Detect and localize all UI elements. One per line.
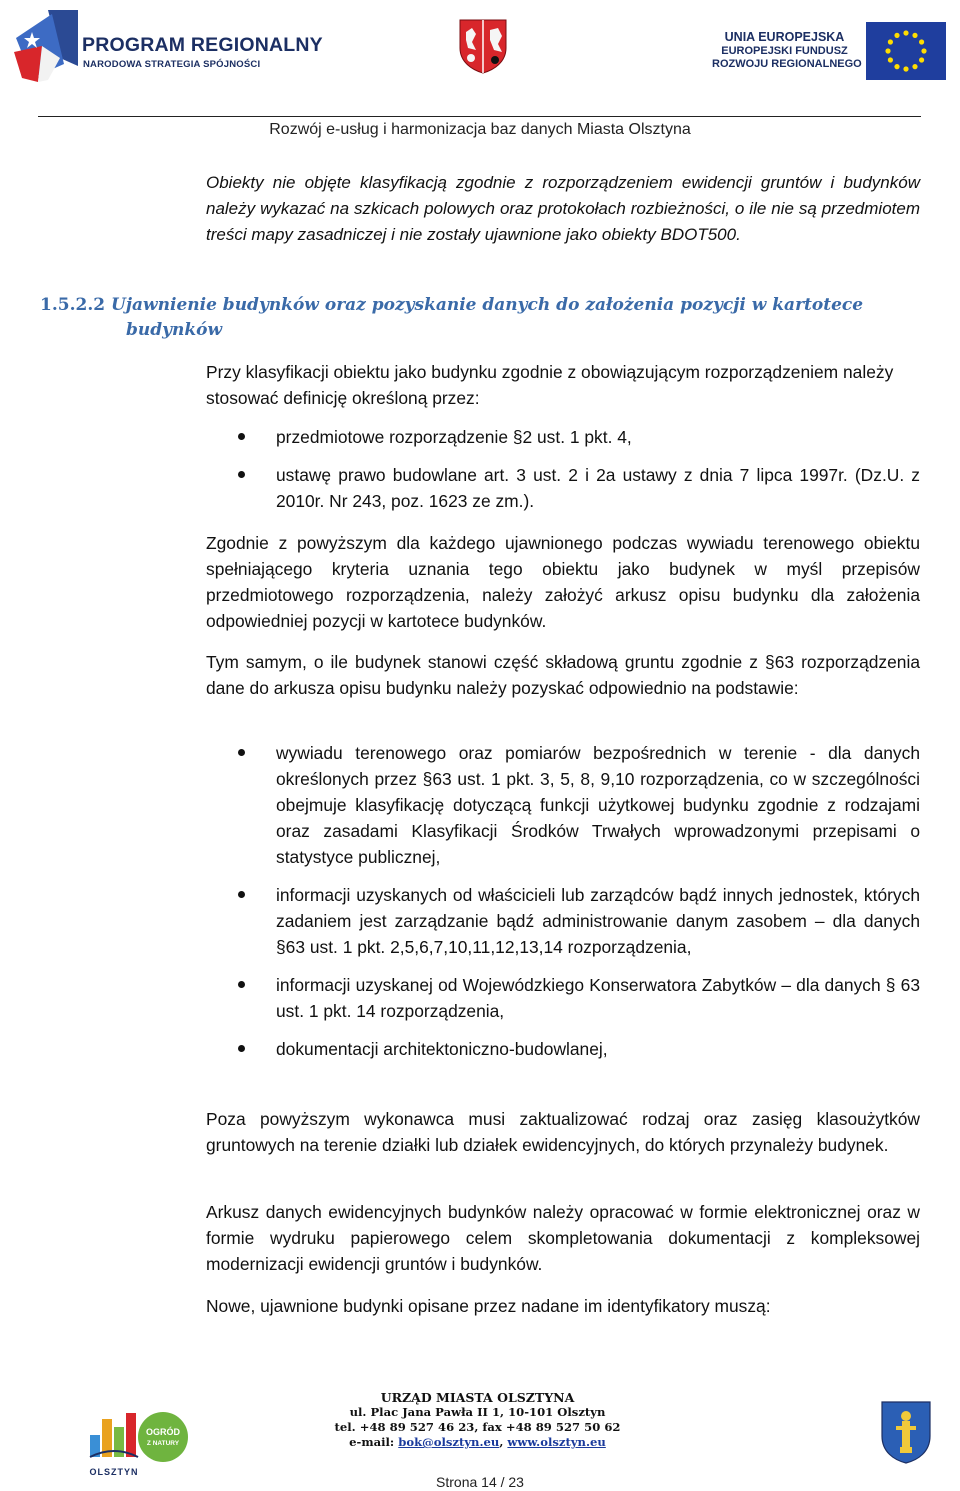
header-divider (38, 116, 921, 117)
email-label: e-mail: (349, 1435, 399, 1449)
olsztyn-label: OLSZTYN (89, 1467, 139, 1477)
list-item: przedmiotowe rozporządzenie §2 ust. 1 pkt. 4, (206, 424, 920, 450)
eu-line-2: EUROPEJSKI FUNDUSZ (721, 45, 848, 57)
ogrod-line-2: Z NATURY (146, 1440, 180, 1447)
olsztyn-crest-icon (880, 1400, 932, 1464)
office-phone-fax: tel. +48 89 527 46 23, fax +48 89 527 50 62 (334, 1420, 621, 1434)
section-number: 1.5.2.2 (40, 295, 106, 315)
office-name: URZĄD MIASTA OLSZTYNA (380, 1390, 575, 1405)
list-item: informacji uzyskanej od Wojewódzkiego Konserwatora Zabytków – dla danych § 63 ust. 1 pkt. 14 rozporządzenia, (206, 972, 920, 1024)
eu-line-3: ROZWOJU REGIONALNEGO (712, 58, 862, 70)
program-subtitle: NARODOWA STRATEGIA SPÓJNOŚCI (83, 59, 261, 70)
page-number: Strona 14 / 23 (436, 1474, 524, 1490)
office-email-line (325, 1435, 630, 1450)
list-item: dokumentacji architektoniczno-budowlanej, (206, 1036, 920, 1062)
contractor-paragraph: Poza powyższym wykonawca musi zaktualizować rodzaj oraz zasięg klasoużytków gruntowych na terenie działki lub działek ewidencyjnych, do których przynależy budynek. (206, 1109, 920, 1155)
eu-line-1: UNIA EUROPEJSKA (724, 30, 845, 44)
sources-list (206, 740, 920, 1062)
footer-contact (325, 1390, 630, 1450)
accordingly-paragraph: Zgodnie z powyższym dla każdego ujawnionego podczas wywiadu terenowego obiektu spełniającego kryteria uznania tego obiektu jako budynek w myśl przepisów przedmiotowego rozporządzenia, należy założyć arkusz opisu budynku dla założenia odpowiedniej pozycji w kartotece budynków. (206, 533, 920, 631)
list-item: informacji uzyskanych od właścicieli lub zarządców bądź innych jednostek, których zadaniem jest zarządzanie bądź administrowanie danym zasobem – dla danych §63 ust. 1 pkt. 2,5,6,7,10,11,12,13,14 rozporządzenia, (206, 882, 920, 960)
project-title: Rozwój e-usług i harmonizacja baz danych Miasta Olsztyna (269, 121, 691, 138)
link-separator: , (499, 1435, 508, 1449)
program-title: PROGRAM REGIONALNY (82, 34, 323, 56)
sheet-paragraph: Arkusz danych ewidencyjnych budynków należy opracować w formie elektronicznej oraz w formie wydruku papierowego celem skompletowania dokumentacji z kompleksowej modernizacji ewidencji gruntów i budynków. (206, 1202, 920, 1274)
section-title-line-2: budynków (126, 320, 223, 340)
page-header (0, 0, 960, 138)
definition-list (206, 424, 920, 514)
section-heading (40, 293, 920, 343)
voivodeship-crest-icon (458, 18, 508, 74)
new-buildings-paragraph: Nowe, ujawnione budynki opisane przez nadane im identyfikatory muszą: (206, 1296, 771, 1316)
email-link[interactable]: bok@olsztyn.eu (398, 1435, 500, 1449)
definition-paragraph: Przy klasyfikacji obiektu jako budynku zgodnie z obowiązującym rozporządzeniem należy stosować definicję określoną przez: (206, 362, 894, 408)
ogrod-line-1: OGRÓD (145, 1427, 181, 1437)
olsztyn-city-logo-icon (84, 1405, 144, 1481)
program-regionalny-logo-icon (12, 8, 80, 84)
office-address: ul. Plac Jana Pawła II 1, 10-101 Olsztyn (349, 1405, 606, 1419)
thus-paragraph: Tym samym, o ile budynek stanowi część składową gruntu zgodnie z §63 rozporządzenia dane do arkusza opisu budynku należy pozyskać odpowiednio na podstawie: (206, 652, 920, 698)
ogrod-z-natury-logo-icon (137, 1411, 189, 1463)
eu-fund-label (712, 30, 862, 71)
eu-flag-icon (866, 22, 946, 80)
list-item: wywiadu terenowego oraz pomiarów bezpośrednich w terenie - dla danych określonych przez §63 ust. 1 pkt. 3, 5, 8, 9,10 rozporządzenia, co w szczególności obejmuje klasyfikację dotyczącą funkcji użytkowej budynku zgodnie z rodzajami oraz zasadami Klasyfikacji Środków Trwałych wprowadzonymi przepisami o statystyce publicznej, (206, 740, 920, 870)
website-link[interactable]: www.olsztyn.eu (507, 1435, 606, 1449)
intro-paragraph: Obiekty nie objęte klasyfikacją zgodnie z rozporządzeniem ewidencji gruntów i budynków należy wykazać na szkicach polowych oraz protokołach rozbieżności, o ile nie są przedmiotem treści mapy zasadniczej i nie zostały ujawnione jako obiekty BDOT500. (206, 173, 920, 244)
section-title-line-1: Ujawnienie budynków oraz pozyskanie danych do założenia pozycji w kartotece (111, 295, 864, 315)
list-item: ustawę prawo budowlane art. 3 ust. 2 i 2a ustawy z dnia 7 lipca 1997r. (Dz.U. z 2010r. Nr 243, poz. 1623 ze zm.). (206, 462, 920, 514)
